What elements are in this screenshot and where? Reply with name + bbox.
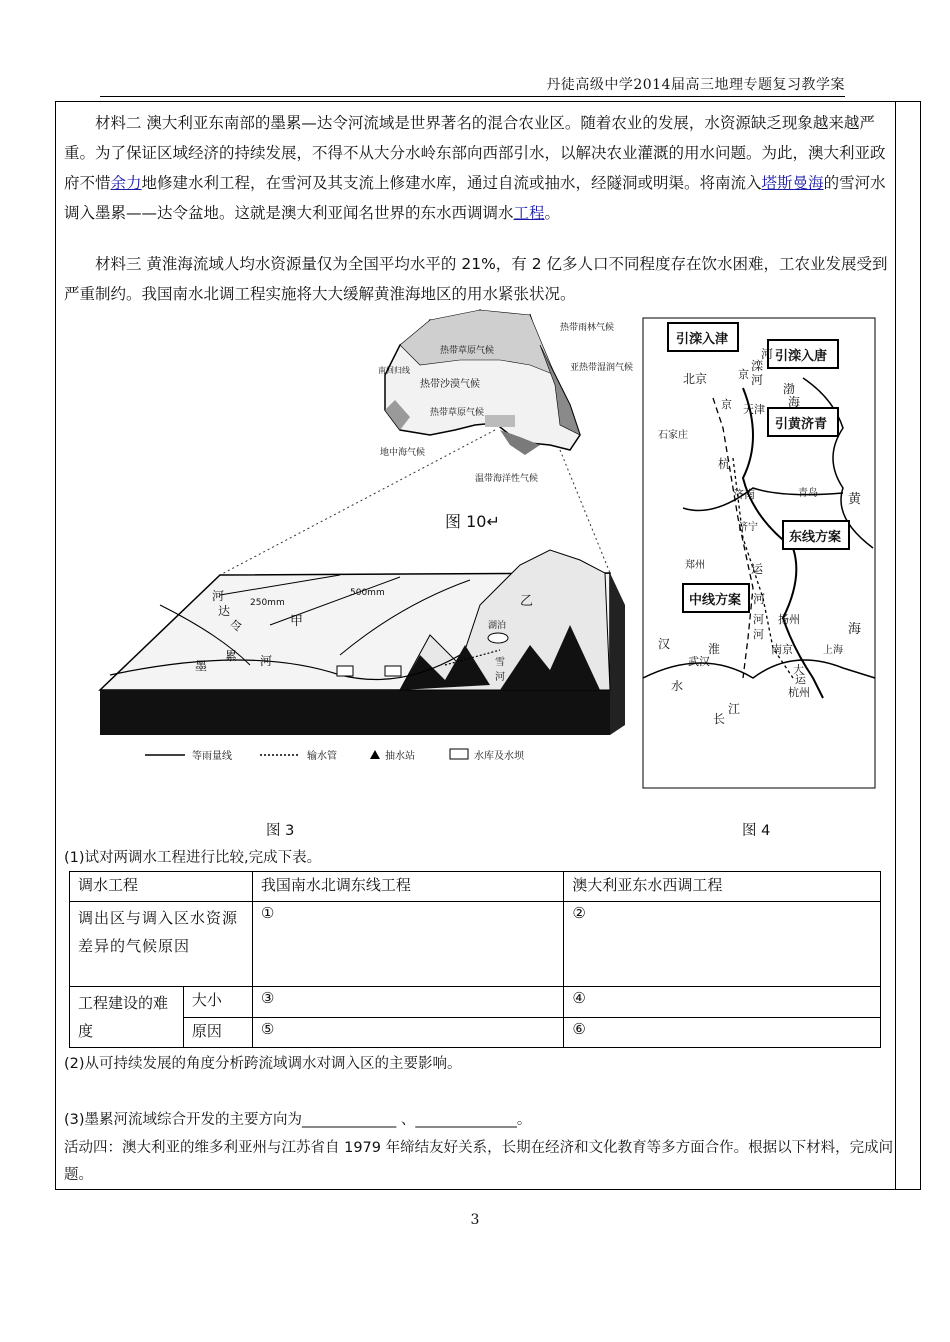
header-cell-project: 调水工程 — [70, 872, 253, 902]
label-huang: 黄 — [848, 492, 862, 507]
right-column-divider — [895, 102, 896, 1189]
isohyet-500: 500mm — [350, 588, 385, 598]
question-1: (1)试对两调水工程进行比较,完成下表。 — [64, 850, 322, 866]
inset-label-marine-west-coast: 温带海洋性气候 — [475, 474, 539, 484]
place-hangzhou: 杭州 — [788, 686, 810, 699]
inset-label-desert: 热带沙漠气候 — [420, 379, 480, 390]
place-nanjing: 南京 — [771, 643, 793, 656]
inset-caption: 图 10↵ — [445, 512, 500, 531]
label-shui: 水 — [671, 679, 684, 693]
figure-3-australia-map — [100, 305, 634, 765]
legend-isohyet: 等雨量线 — [192, 751, 232, 762]
label-hang: 杭 — [718, 457, 731, 471]
figure-4-caption: 图 4 — [742, 823, 771, 839]
page-header — [100, 72, 845, 97]
label-han: 汉 — [658, 637, 671, 651]
map-label-lei: 累 — [225, 649, 238, 663]
figure-3-legend — [145, 749, 525, 762]
question-2: (2)从可持续发展的角度分析跨流域调水对调入区的主要影响。 — [64, 1056, 462, 1072]
answer-cell-6[interactable]: ⑥ — [564, 1017, 881, 1048]
map-label-he-3: 河 — [495, 672, 505, 683]
sub-label-size: 大小 — [183, 987, 252, 1018]
place-tianjin: 天津 — [743, 403, 765, 416]
label-jiang: 江 — [728, 702, 741, 716]
label-da: 大 — [793, 663, 804, 676]
label-jing: 京 — [721, 398, 732, 411]
comparison-table — [69, 871, 881, 1048]
label-luan-he: 河 — [751, 373, 764, 387]
sub-label-reason: 原因 — [183, 1017, 252, 1048]
map-label-lake: 湖泊 — [488, 621, 507, 631]
place-yangzhou: 扬州 — [778, 613, 800, 626]
question-3: (3)墨累河流域综合开发的主要方向为_____________ 、______________。 — [64, 1112, 532, 1128]
label-he-3: 河 — [753, 613, 764, 626]
link-tasman-sea[interactable]: 塔斯曼海 — [761, 174, 824, 192]
link-yuli[interactable]: 余力 — [110, 174, 142, 192]
label-bohai: 海 — [788, 395, 801, 409]
material-two-text-2: 地修建水利工程，在雪河及其支流上修建水库，通过自流或抽水，经隧洞或明渠。将南流入 — [141, 174, 762, 192]
link-gongcheng[interactable]: 工程 — [513, 204, 545, 222]
inset-label-mediterranean: 地中海气候 — [380, 448, 426, 458]
label-chang: 长 — [713, 712, 726, 726]
legend-pump-station: 抽水站 — [385, 751, 415, 762]
answer-cell-5[interactable]: ⑤ — [252, 1017, 564, 1048]
place-zhengzhou: 郑州 — [685, 560, 705, 571]
place-shijiazhuang: 石家庄 — [658, 430, 688, 441]
map-label-yi: 乙 — [520, 594, 534, 609]
legend-pipeline: 输水管 — [307, 751, 337, 762]
label-yun-2: 运 — [795, 673, 806, 686]
label-yun: 运 — [751, 562, 764, 576]
box-yinhuang-jiqing: 引黄济青 — [775, 417, 828, 432]
box-yinluan-rutang: 引滦入唐 — [775, 349, 828, 364]
answer-cell-4[interactable]: ④ — [564, 987, 881, 1018]
figure-3-caption: 图 3 — [266, 823, 295, 839]
activity-4: 活动四：澳大利亚的维多利亚州与江苏省自 1979 年缔结友好关系，长期在经济和文化教育等多方面合作。根据以下材料，完成问题。 — [64, 1140, 894, 1183]
row-label-difficulty: 工程建设的难度 — [70, 987, 184, 1048]
map-label-he-2: 河 — [260, 654, 273, 668]
label-bo: 渤 — [783, 382, 796, 396]
answer-cell-2[interactable]: ② — [564, 902, 881, 987]
figure-4-south-north-water-map — [643, 318, 875, 788]
label-huanghai: 海 — [848, 622, 862, 637]
map-label-mo: 墨 — [195, 659, 208, 673]
box-east-route: 东线方案 — [789, 530, 842, 545]
map-label-xue: 雪 — [495, 657, 505, 668]
box-middle-route: 中线方案 — [689, 593, 742, 608]
place-jining: 济宁 — [738, 522, 758, 533]
label-huai-he: 河 — [753, 592, 766, 606]
header-cell-australia: 澳大利亚东水西调工程 — [564, 872, 881, 902]
header-title: 丹徒高级中学2014届高三地理专题复习教学案 — [546, 77, 845, 93]
answer-cell-3[interactable]: ③ — [252, 987, 564, 1018]
label-huai: 淮 — [708, 642, 721, 656]
inset-label-savanna: 热带草原气候 — [440, 346, 495, 356]
row-label-climate: 调出区与调入区水资源差异的气候原因 — [70, 902, 253, 987]
box-yinluan-rujin: 引滦入津 — [676, 332, 729, 347]
answer-cell-1[interactable]: ① — [252, 902, 564, 987]
reservoir-dam-icon — [450, 749, 468, 759]
legend-reservoir: 水库及水坝 — [474, 751, 524, 762]
map-label-ling: 令 — [230, 619, 243, 633]
isohyet-250: 250mm — [250, 598, 285, 608]
inset-label-tropic: 南回归线 — [378, 366, 410, 375]
material-two-text-3: 的雪河水调入墨累——达令盆地。这就是澳大利亚闻名世界的东水西调调水 — [64, 174, 886, 222]
map-label-jia: 甲 — [290, 614, 304, 629]
material-two-text-4: 。 — [544, 204, 561, 222]
place-beijing: 北京 — [683, 372, 708, 386]
place-wuhan: 武汉 — [688, 655, 710, 668]
map-label-da: 达 — [218, 604, 231, 618]
label-he-2: 河 — [753, 628, 764, 641]
inset-label-humid-subtropical: 亚热带湿润气候 — [570, 363, 634, 373]
pump-station-icon — [370, 750, 380, 759]
place-jinan: 济南 — [733, 488, 755, 501]
label-luan: 滦 — [751, 359, 764, 373]
map-label-he: 河 — [212, 589, 225, 603]
header-cell-china: 我国南水北调东线工程 — [252, 872, 564, 902]
place-shanghai: 上海 — [823, 645, 843, 656]
page-number: 3 — [470, 1212, 480, 1228]
inset-label-rainforest: 热带雨林气候 — [560, 323, 615, 333]
inset-label-savanna-2: 热带草原气候 — [430, 408, 485, 418]
material-two-text-1: 材料二 澳大利亚东南部的墨累—达令河流域是世界著名的混合农业区。随着农业的发展，水资源缺乏现象越来越严重。为了保证区域经济的持续发展，不得不从大分水岭东部向西部引水，以解决农业灌溉的用水问题。为此，澳大利亚政府不惜 — [64, 114, 886, 192]
place-qingdao: 青岛 — [798, 488, 818, 499]
australia-climate-inset — [385, 310, 580, 455]
label-jing-2: 京 — [738, 368, 749, 381]
material-three: 材料三 黄淮海流域人均水资源量仅为全国平均水平的 21%，有 2 亿多人口不同程度存在饮水困难，工农业发展受到严重制约。我国南水北调工程实施将大大缓解黄淮海地区的用水紧张状况。 — [64, 255, 888, 303]
material-two — [64, 108, 890, 228]
label-river-1: 河 — [761, 347, 774, 361]
block-diagram — [100, 550, 625, 735]
